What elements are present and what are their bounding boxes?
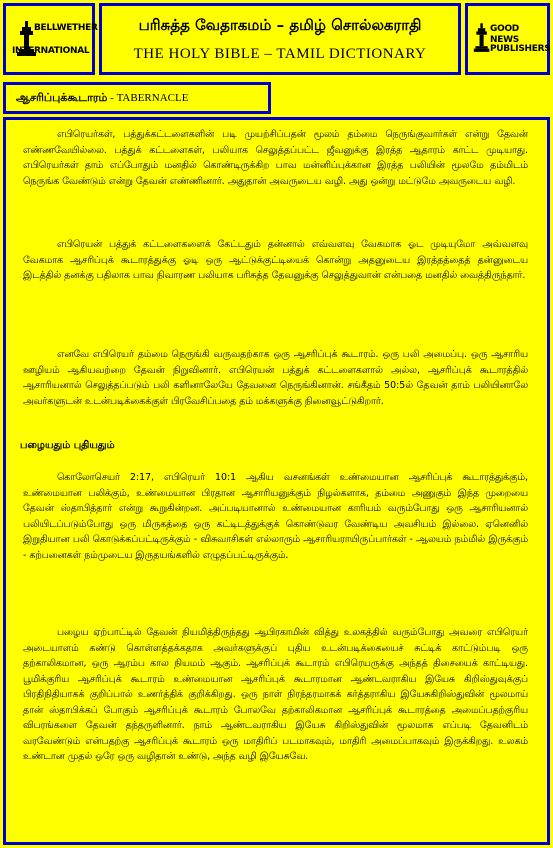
- content-box: [3, 117, 550, 845]
- lamp-icon: [473, 20, 491, 56]
- paragraph-4: கொலோசெயர் 2:17, எபிரெயர் 10:1 ஆகிய வசனங்கள் உண்மையான ஆசரிப்புக் கூடாரத்துக்கும், உண்மையான பலிக்கும், உண்மையான பிரதான ஆசாரியனுக்கும் நிழல்களாக, தம்மை அணுகும் இந்த முறையை தேவன் ஸ்தாபித்தார் என்று கூறுகின்றன. அப்படியானால் உண்மையான காரியம் வரும்போது ஒரு ஆசாரியனால் பலியிடப்படும்போது ஒரு மிருகத்தை ஒரு கட்டிடத்துக்குக் கொண்டுவர வேண்டிய அவசியம் இல்லை. ஏனெனில் இறுதியான பலி கொடுக்கப்பட்டிருக்கும் - விசுவாசிகள் எல்லாரும் ஆசாரியராயிருப்பார்கள் - ஆலயம் நம்மில் இருக்கும் - கற்பனைகள் நம்முடைய இருதயங்களில் எழுதப்பட்டிருக்கும்.: [23, 472, 528, 561]
- subheading: பழையதும் புதியதும்: [20, 440, 115, 451]
- section-title-english: - TABERNACLE: [107, 92, 189, 104]
- good-news-logo: [465, 3, 550, 75]
- paragraph-2: எபிரெயன் பத்துக் கட்டளைகளைக் கேட்டதும் தன்னால் எவ்வளவு வேகமாக ஓட முடியுமோ அவ்வளவு வேகமாக ஆசரிப்புக் கூடாரத்துக்கு ஓடி ஒரு ஆட்டுக்குட்டியைக் கொன்று அதனுடைய இரத்தத்தைத் தன்னுடைய இடத்தில் தனக்கு பதிலாக பாவ நிவாரண பலியாக பரிசுத்த தேவனுக்கு செலுத்துவான் என்பதை மனதில் வைத்திருந்தார்.: [23, 239, 528, 281]
- bellwether-logo-line2: INTERNATIONAL: [12, 46, 90, 56]
- header: [0, 0, 553, 79]
- bellwether-logo-line1: BELLWETHER: [34, 23, 98, 33]
- title-tamil: பரிசுத்த வேதாகமம் – தமிழ் சொல்லகராதி: [138, 16, 422, 34]
- title-english: THE HOLY BIBLE – TAMIL DICTIONARY: [133, 46, 427, 62]
- paragraph-5: பழைய ஏற்பாட்டில் தேவன் நியமித்திருந்தது ஆபிரகாமின் வித்து உலகத்தில் வரும்போது அவரை எபிரெயர் அடையாளம் கண்டு கொள்ளத்தக்கதாக அவர்களுக்குப் புதிய உடன்படிக்கையைச் சுட்டிக் காட்டும்படி ஒரு தற்காலிகமான, ஒரு ஆரம்ப கால நியமம் ஆகும். ஆசரிப்புக் கூடாரம் எபிரெயருக்கு அந்தத் திசையைக் காட்டியது. பூமிக்குரிய ஆசரிப்புக் கூடாரம் உண்மையான ஆசரிப்புக் கூடாரமான ஆண்டவராகிய இயேசு கிறிஸ்துவுக்குப் பிரதிநிதியாகக் குறிப்பால் உணர்த்திக் குறிக்கிறது. ஒரு நாள் நிரந்தரமாகக் கர்த்தராகிய இயேசுகிறிஸ்துவின் மூலமாய் தான் ஸ்தாபிக்கப் போகும் ஆசரிப்புக் கூடாரம் போலவே தற்காலிகமான ஆசரிப்புக் கூடாரத்தை அமைப்பதற்குரிய விபரங்களை தேவன் தந்தருளினார். நாம் ஆண்டவராகிய இயேசு கிறிஸ்துவின் மூலமாக எப்படி தேவனிடம் வரவேண்டும் என்பதற்கு ஆசரிப்புக் கூடாரம் ஒரு மாதிரிப் படமாகவும், மாதிரி அமைப்பாகவும் இருக்கிறது. உலகம் உண்டான முதல் ஒரே ஒரு வழிதான் உண்டு, அந்த வழி இயேசுவே.: [23, 627, 528, 762]
- section-title-tamil: ஆசரிப்புக்கூடாரம்: [16, 91, 108, 104]
- bellwether-logo: [3, 3, 98, 75]
- title-box: [99, 3, 461, 75]
- paragraph-1: எபிரெயர்கள், பத்துக்கட்டளைகளின் படி முயற்சிப்பதன் மூலம் தம்மை நெருங்குவார்கள் என்று தேவன் எண்ணவேயில்லை. பத்துக் கட்டளைகள், பலியாக செலுத்தப்பட்ட ஜீவனுக்கு இரத்த ஆதாரம் காட்ட முடியாது. எபிரெயர்கள் தாம் எப்போதும் மனதில் கொண்டிருக்கிற பாவ மன்னிப்புக்கான இரத்த பலியின் மூலமே தம்மிடம் நெருங்க வேண்டும் என்று தேவன் எண்ணினார். அதுதான் அவருடைய வழி. அது ஒன்று மட்டுமே அவருடைய வழி.: [23, 129, 528, 187]
- paragraph-3: எனவே எபிரெயர் தம்மை நெருங்கி வருவதற்காக ஒரு ஆசரிப்புக் கூடாரம். ஒரு பலி அமைப்பு. ஒரு ஆசாரிய ஊழியம் ஆகியவற்றை தேவன் நிறுவினார். எபிரெயன் பத்துக் கட்டளைகளால் அல்ல, ஆசரிப்புக் கூடாரத்தில் ஆசாரியனால் செலுத்தப்படும் பலி களினாலேயே தேவனை நெருங்கினான். சங்கீதம் 50:5ல் தேவன் தாம் பலியினாலே அவர்களுடன் உடன்படிக்கைக்குள் பிரவேசிப்பதை தம் மக்களுக்கு நினைவூட்டுகிறார்.: [23, 349, 528, 407]
- good-news-logo-line2: PUBLISHERS: [490, 44, 551, 54]
- section-title: [3, 82, 271, 114]
- good-news-logo-line1: GOOD NEWS: [490, 24, 519, 45]
